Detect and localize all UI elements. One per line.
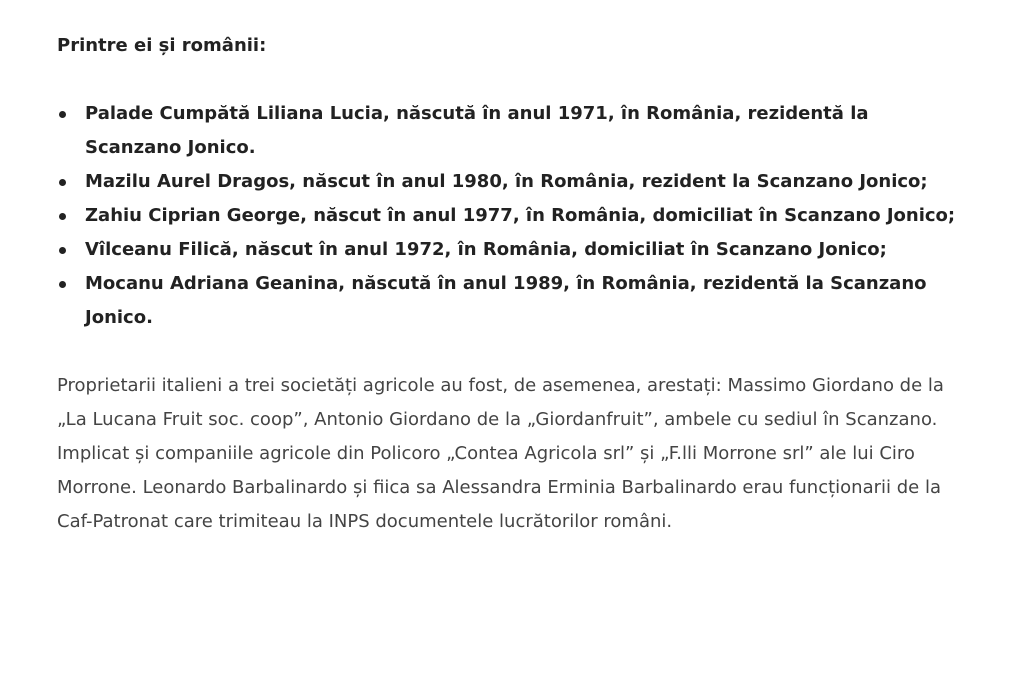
list-item-text: Vîlceanu Filică, născut în anul 1972, în România, domiciliat în Scanzano Jonico; (85, 239, 887, 260)
list-item (57, 165, 957, 199)
bullet-icon (59, 247, 66, 254)
list-item-text: Palade Cumpătă Liliana Lucia, născută în anul 1971, în România, rezidentă la Scanzano Jonico. (85, 103, 869, 158)
list-item-text: Zahiu Ciprian George, născut în anul 1977, în România, domiciliat în Scanzano Jonico; (85, 205, 956, 226)
bullet-icon (59, 213, 66, 220)
list-item (57, 199, 957, 233)
people-list (57, 97, 957, 335)
bullet-icon (59, 111, 66, 118)
intro-heading: Printre ei și românii: (57, 35, 267, 56)
list-item (57, 97, 957, 165)
list-item (57, 233, 957, 267)
body-paragraph: Proprietarii italieni a trei societăți agricole au fost, de asemenea, arestați: Massimo Giordano de la „La Lucana Fruit soc. coop”, Antonio Giordano de la „Giordanfruit”, ambele cu sediul în Scanzano. Implicat și companiile agricole din Policoro „Contea Agricola srl” și „F.lli Morrone srl” ale lui Ciro Morrone. Leonardo Barbalinardo și fiica sa Alessandra Erminia Barbalinardo erau funcționarii de la Caf-Patronat care trimiteau la INPS documentele lucrătorilor români. (57, 375, 944, 532)
bullet-icon (59, 281, 66, 288)
bullet-icon (59, 179, 66, 186)
list-item (57, 267, 957, 335)
list-item-text: Mazilu Aurel Dragos, născut în anul 1980, în România, rezident la Scanzano Jonico; (85, 171, 928, 192)
list-item-text: Mocanu Adriana Geanina, născută în anul 1989, în România, rezidentă la Scanzano Jonico. (85, 273, 927, 328)
article-body (57, 29, 957, 539)
